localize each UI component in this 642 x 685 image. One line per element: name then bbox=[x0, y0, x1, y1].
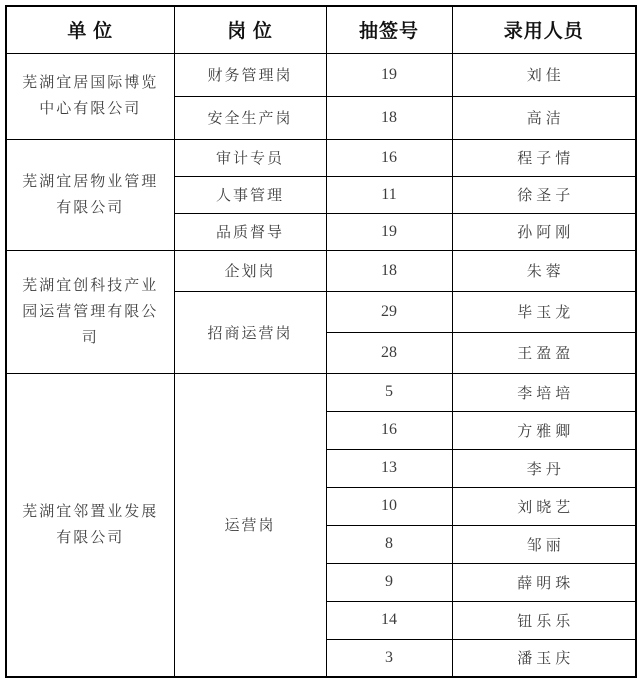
position-cell: 企划岗 bbox=[174, 250, 326, 291]
hired-name-cell: 方雅卿 bbox=[452, 411, 636, 449]
company-cell: 芜湖宜居物业管理有限公司 bbox=[6, 139, 174, 250]
lottery-number-cell: 11 bbox=[326, 176, 452, 213]
lottery-number-cell: 10 bbox=[326, 487, 452, 525]
lottery-number-cell: 18 bbox=[326, 250, 452, 291]
hired-name-cell: 王盈盈 bbox=[452, 332, 636, 373]
lottery-number-cell: 13 bbox=[326, 449, 452, 487]
hired-name-cell: 刘佳 bbox=[452, 53, 636, 96]
hired-name-cell: 邹丽 bbox=[452, 525, 636, 563]
position-cell: 品质督导 bbox=[174, 213, 326, 250]
hired-name-cell: 朱蓉 bbox=[452, 250, 636, 291]
company-cell: 芜湖宜邻置业发展有限公司 bbox=[6, 373, 174, 677]
hired-name-cell: 潘玉庆 bbox=[452, 639, 636, 677]
header-cell-unit: 单 位 bbox=[6, 6, 174, 53]
position-cell: 财务管理岗 bbox=[174, 53, 326, 96]
hired-name-cell: 高洁 bbox=[452, 96, 636, 139]
header-cell-position: 岗 位 bbox=[174, 6, 326, 53]
table-header-row bbox=[6, 6, 636, 53]
hired-name-cell: 钮乐乐 bbox=[452, 601, 636, 639]
hired-name-cell: 李培培 bbox=[452, 373, 636, 411]
lottery-number-cell: 14 bbox=[326, 601, 452, 639]
hired-name-cell: 李丹 bbox=[452, 449, 636, 487]
lottery-number-cell: 19 bbox=[326, 53, 452, 96]
table-row bbox=[6, 53, 636, 96]
hired-name-cell: 孙阿刚 bbox=[452, 213, 636, 250]
lottery-number-cell: 9 bbox=[326, 563, 452, 601]
lottery-number-cell: 16 bbox=[326, 411, 452, 449]
header-cell-number: 抽签号 bbox=[326, 6, 452, 53]
recruitment-table bbox=[5, 5, 637, 678]
lottery-number-cell: 8 bbox=[326, 525, 452, 563]
lottery-number-cell: 28 bbox=[326, 332, 452, 373]
position-cell: 招商运营岗 bbox=[174, 291, 326, 373]
lottery-number-cell: 19 bbox=[326, 213, 452, 250]
position-cell: 运营岗 bbox=[174, 373, 326, 677]
hired-name-cell: 薛明珠 bbox=[452, 563, 636, 601]
table-row bbox=[6, 139, 636, 176]
hired-name-cell: 徐圣子 bbox=[452, 176, 636, 213]
position-cell: 审计专员 bbox=[174, 139, 326, 176]
hired-name-cell: 毕玉龙 bbox=[452, 291, 636, 332]
table-row bbox=[6, 373, 636, 411]
company-cell: 芜湖宜创科技产业园运营管理有限公司 bbox=[6, 250, 174, 373]
lottery-number-cell: 5 bbox=[326, 373, 452, 411]
table-row bbox=[6, 250, 636, 291]
company-cell: 芜湖宜居国际博览中心有限公司 bbox=[6, 53, 174, 139]
lottery-number-cell: 29 bbox=[326, 291, 452, 332]
lottery-number-cell: 3 bbox=[326, 639, 452, 677]
position-cell: 人事管理 bbox=[174, 176, 326, 213]
header-cell-hired: 录用人员 bbox=[452, 6, 636, 53]
lottery-number-cell: 18 bbox=[326, 96, 452, 139]
hired-name-cell: 程子情 bbox=[452, 139, 636, 176]
lottery-number-cell: 16 bbox=[326, 139, 452, 176]
position-cell: 安全生产岗 bbox=[174, 96, 326, 139]
hired-name-cell: 刘晓艺 bbox=[452, 487, 636, 525]
